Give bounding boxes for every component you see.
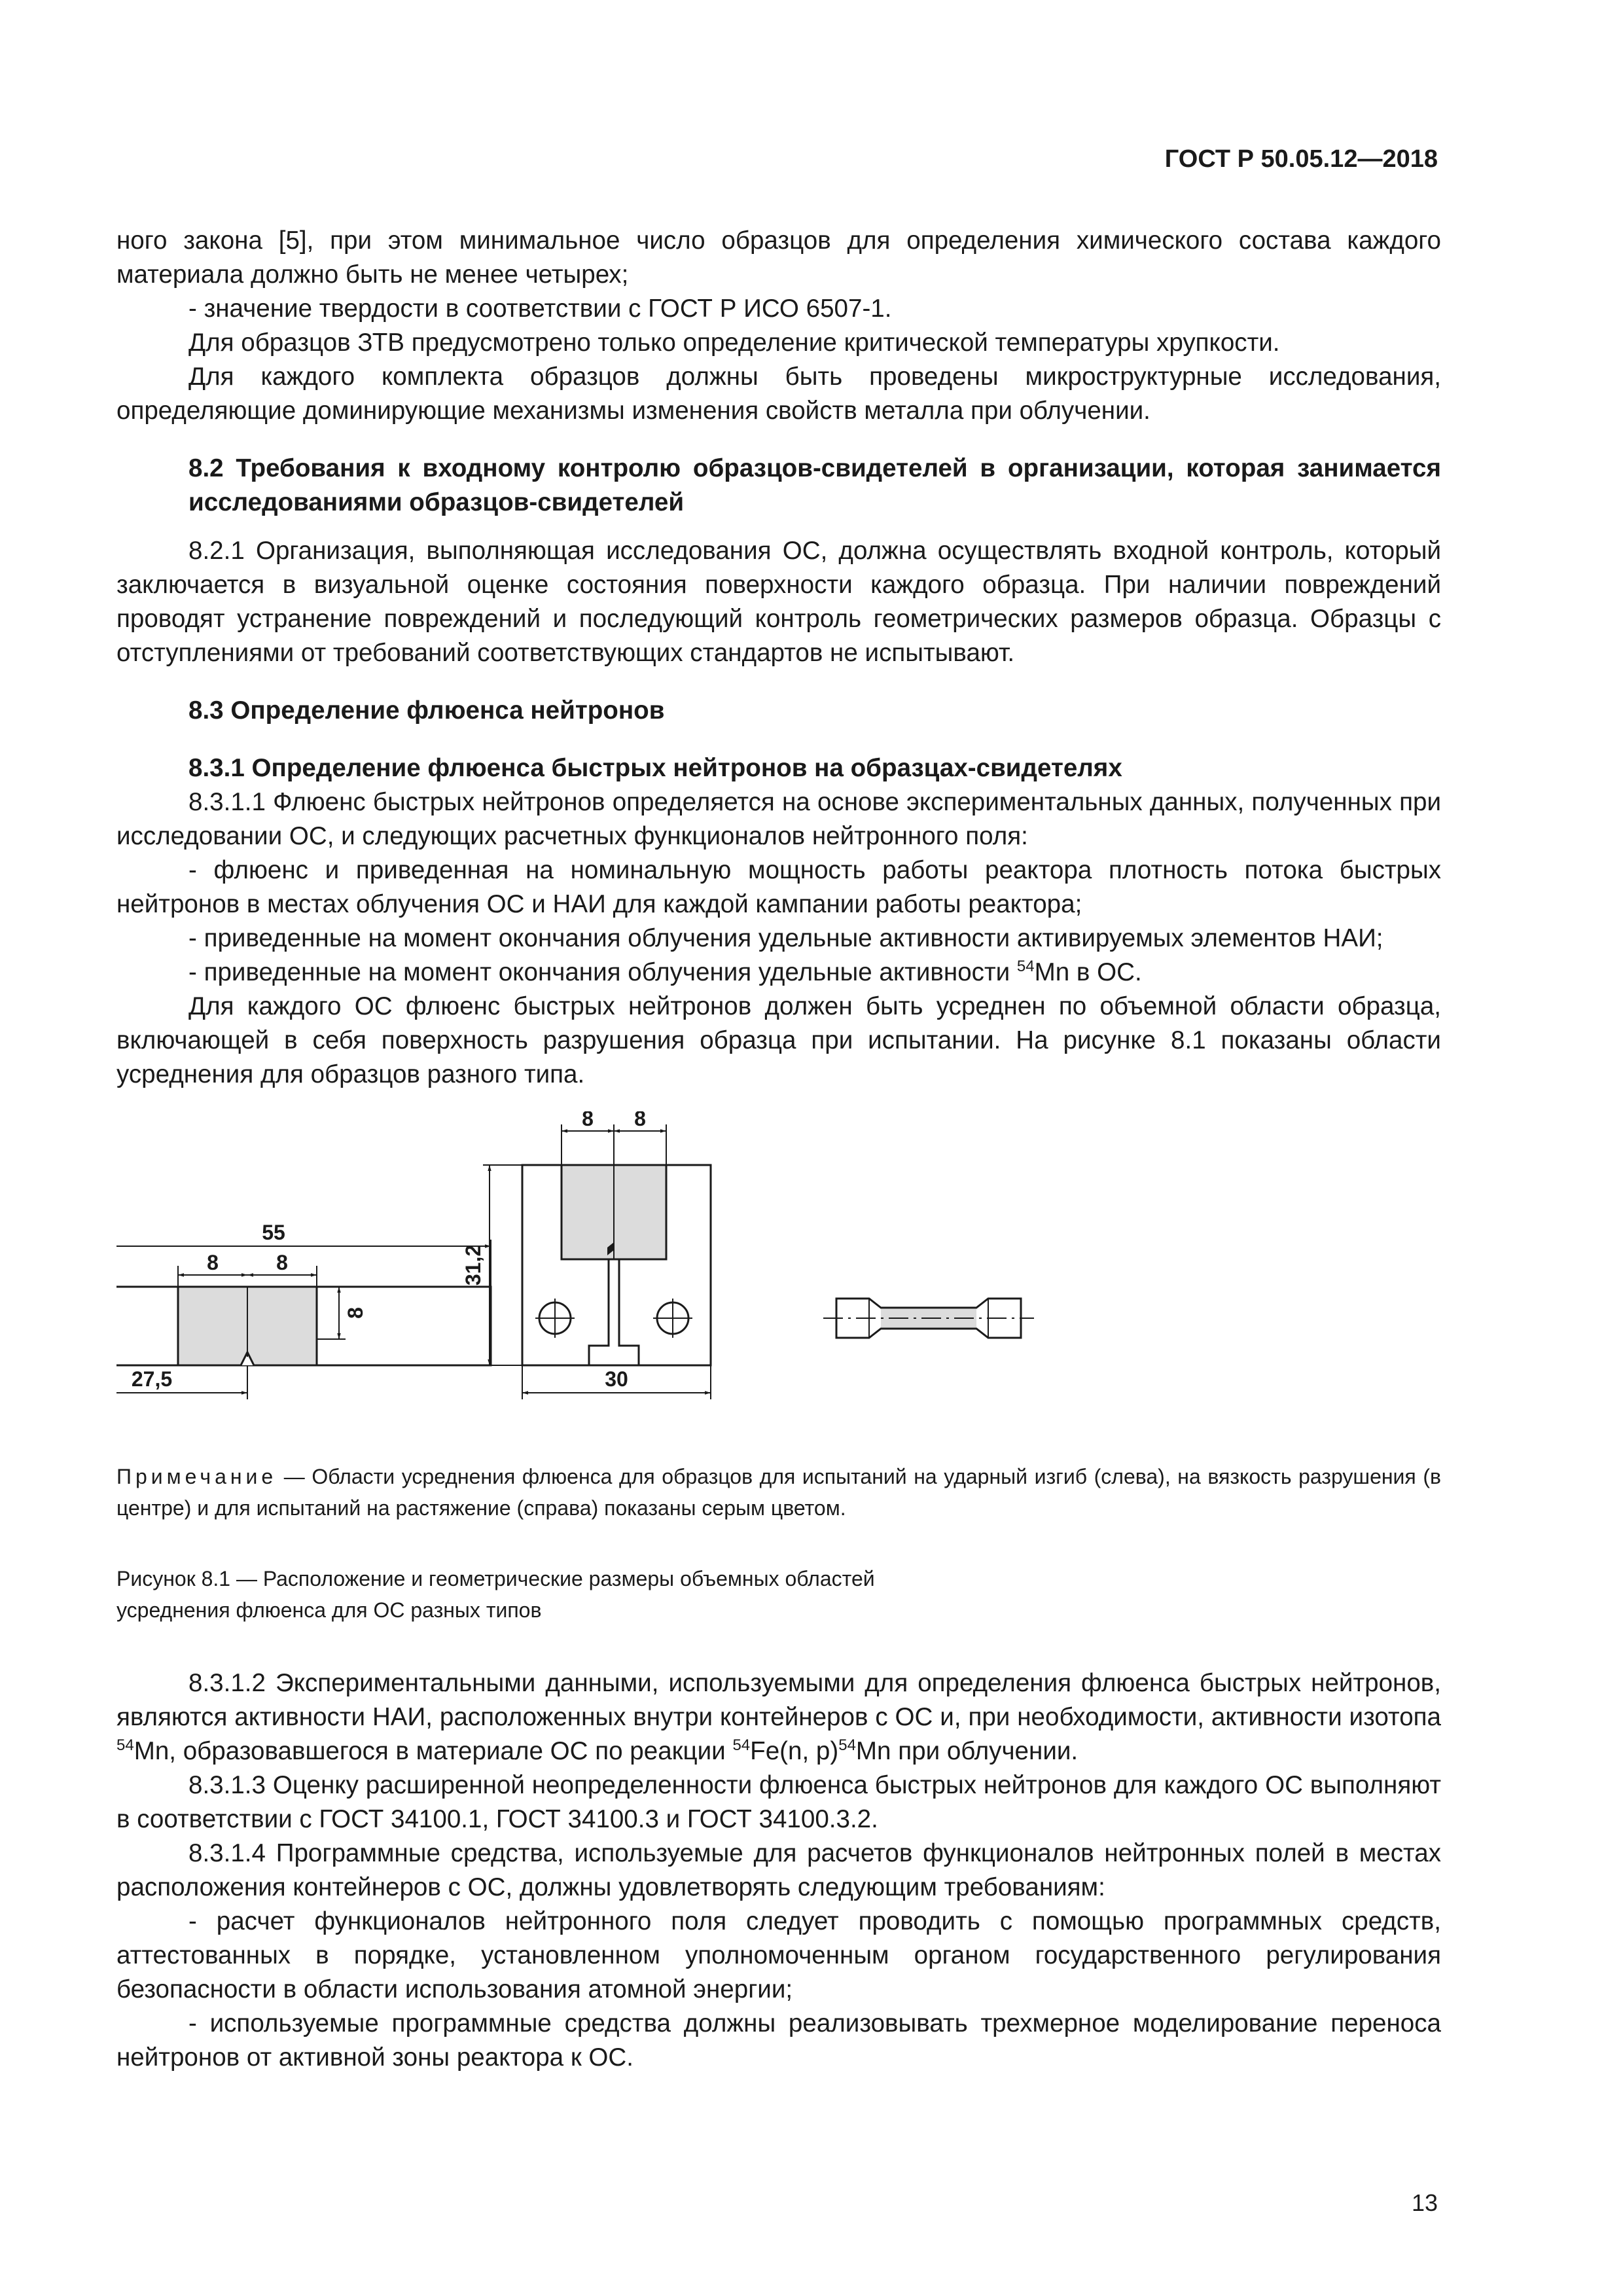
text-run: Mn, образовавшегося в материале ОС по реакции <box>134 1737 733 1765</box>
list-item: - расчет функционалов нейтронного поля следует проводить с помощью программных средств, аттестованных в порядке, установленном уполномоченным органом государственного регулирования безопасности в области использования атомной энергии; <box>116 1907 1441 2003</box>
figure-caption <box>116 1563 1441 1626</box>
superscript: 54 <box>838 1736 856 1755</box>
section-heading-8-3-1: 8.3.1 Определение флюенса быстрых нейтронов на образцах-свидетелях <box>188 754 1122 782</box>
label-8: 8 <box>276 1251 288 1274</box>
superscript: 54 <box>732 1736 751 1755</box>
text-run: Mn в ОС. <box>1034 958 1142 986</box>
paragraph-8-3-1-1: 8.3.1.1 Флюенс быстрых нейтронов определяется на основе экспериментальных данных, полученных при исследовании ОС, и следующих расчетных функционалов нейтронного поля: <box>116 788 1441 850</box>
list-item: - используемые программные средства должны реализовывать трехмерное моделирование переноса нейтронов от активной зоны реактора к ОС. <box>116 2009 1441 2072</box>
superscript: 54 <box>1016 958 1035 976</box>
label-ct-8: 8 <box>582 1111 594 1130</box>
note-text: — Области усреднения флюенса для образцов для испытаний на ударный изгиб (слева), на вязкость разрушения (в центре) и для испытаний на растяжение (справа) показаны серым цветом. <box>116 1465 1441 1520</box>
page-number: 13 <box>1411 2189 1438 2216</box>
figure-drawing <box>116 1111 1441 1452</box>
text-run: - приведенные на момент окончания облучения удельные активности <box>188 958 1017 986</box>
superscript: 54 <box>116 1736 134 1755</box>
paragraph: Для каждого комплекта образцов должны быть проведены микроструктурные исследования, определяющие доминирующие механизмы изменения свойств металла при облучении. <box>116 363 1441 425</box>
list-item: - приведенные на момент окончания облучения удельные активности активируемых элементов НАИ; <box>188 924 1383 952</box>
ct-slot <box>589 1259 639 1365</box>
label-30: 30 <box>605 1367 628 1391</box>
label-31-2: 31,2 <box>461 1244 485 1286</box>
label-8: 8 <box>207 1251 219 1274</box>
label-27-5: 27,5 <box>131 1367 173 1391</box>
figure-8-1 <box>116 1111 1441 1452</box>
text-run: 8.3.1.2 Экспериментальными данными, используемыми для определения флюенса быстрых нейтронов, являются активности НАИ, расположенных внутри контейнеров с ОС и, при необходимости, активности изотопа <box>116 1669 1441 1731</box>
paragraph: Для каждого ОС флюенс быстрых нейтронов должен быть усреднен по объемной области образца, включающей в себя поверхность разрушения образца при испытании. На рисунке 8.1 показаны области усреднения для образцов разного типа. <box>116 992 1441 1088</box>
text-run: Mn при облучении. <box>855 1737 1079 1765</box>
figure-note <box>116 1461 1441 1524</box>
paragraph: Для образцов ЗТВ предусмотрено только определение критической температуры хрупкости. <box>188 329 1280 357</box>
ct-specimen <box>483 1124 711 1399</box>
paragraph-8-2-1: 8.2.1 Организация, выполняющая исследования ОС, должна осуществлять входной контроль, который заключается в визуальной оценке состояния поверхности каждого образца. При наличии повреждений проводят устранение повреждений и последующий контроль геометрических размеров образца. Образцы с отступлениями от требований соответствующих стандартов не испытывают. <box>116 537 1441 667</box>
section-heading-8-2: 8.2 Требования к входному контролю образцов-свидетелей в организации, которая занимается исследованиями образцов-свидетелей <box>188 454 1441 516</box>
list-item: - значение твердости в соответствии с ГОСТ Р ИСО 6507-1. <box>188 295 892 323</box>
charpy-specimen <box>116 1240 491 1399</box>
document-header: ГОСТ Р 50.05.12—2018 <box>1164 145 1438 173</box>
note-label: Примечание <box>116 1465 277 1488</box>
paragraph: ного закона [5], при этом минимальное число образцов для определения химического состава каждого материала должно быть не менее четырех; <box>116 226 1441 289</box>
page-content <box>116 224 1441 2075</box>
text-run: Fe(n, p) <box>750 1737 839 1765</box>
section-heading-8-3: 8.3 Определение флюенса нейтронов <box>188 696 665 725</box>
list-item <box>116 956 1441 990</box>
caption-line: Рисунок 8.1 — Расположение и геометрические размеры объемных областей <box>116 1567 875 1590</box>
label-8-vertical: 8 <box>344 1307 367 1319</box>
label-55: 55 <box>262 1221 285 1244</box>
paragraph-8-3-1-2 <box>116 1666 1441 1768</box>
paragraph-8-3-1-4: 8.3.1.4 Программные средства, используемые для расчетов функционалов нейтронных полей в местах расположения контейнеров с ОС, должны удовлетворять следующим требованиям: <box>116 1839 1441 1901</box>
label-ct-8: 8 <box>634 1111 646 1130</box>
tensile-specimen <box>823 1299 1034 1338</box>
caption-line: усреднения флюенса для ОС разных типов <box>116 1598 542 1622</box>
list-item: - флюенс и приведенная на номинальную мощность работы реактора плотность потока быстрых нейтронов в местах облучения ОС и НАИ для каждой кампании работы реактора; <box>116 856 1441 918</box>
paragraph-8-3-1-3: 8.3.1.3 Оценку расширенной неопределенности флюенса быстрых нейтронов для каждого ОС выполняют в соответствии с ГОСТ 34100.1, ГОСТ 34100.3 и ГОСТ 34100.3.2. <box>116 1771 1441 1833</box>
